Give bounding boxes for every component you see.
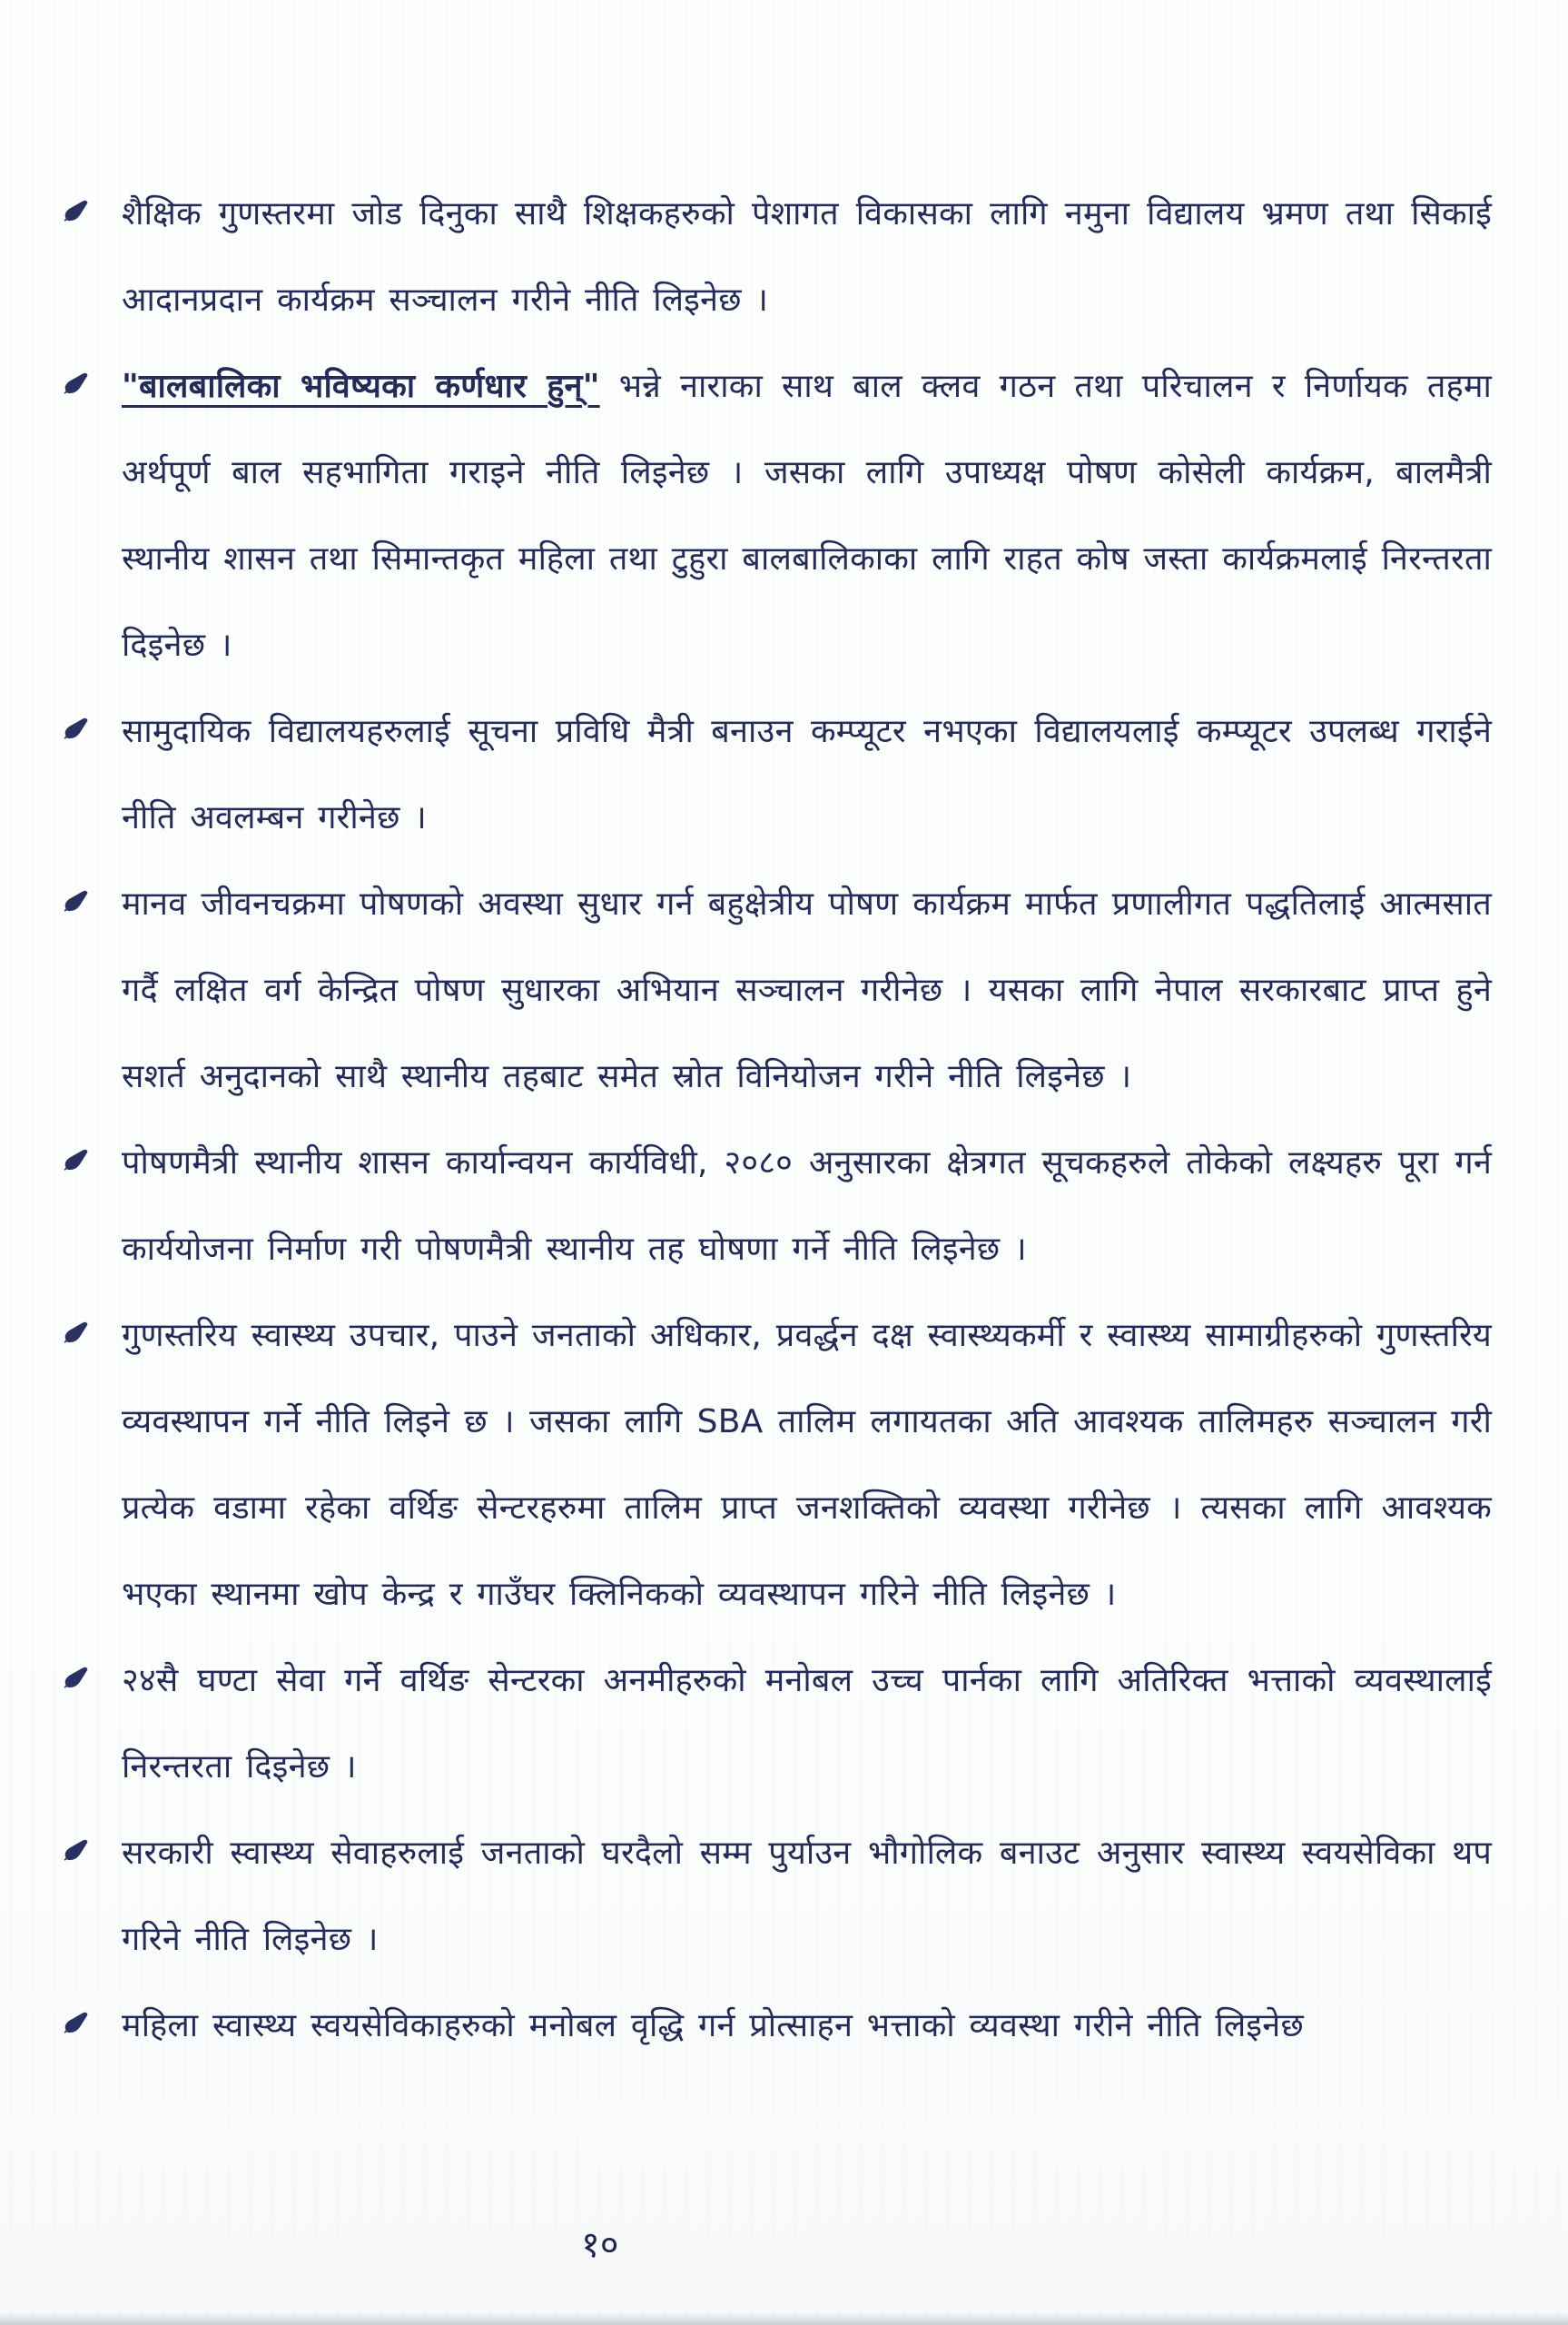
policy-item: [53, 861, 1492, 1120]
pen-nib-bullet-icon: [53, 343, 122, 398]
pen-nib-bullet-icon: [53, 1810, 122, 1865]
pen-nib-bullet-icon: [53, 1637, 122, 1692]
pen-nib-bullet-icon: [53, 171, 122, 225]
pen-nib-bullet-icon: [53, 861, 122, 915]
policy-item: [53, 1292, 1492, 1637]
policy-item: [53, 171, 1492, 343]
policy-item-text: शैक्षिक गुणस्तरमा जोड दिनुका साथै शिक्षकहरुको पेशागत विकासका लागि नमुना विद्यालय भ्रमण तथा सिकाई आदानप्रदान कार्यक्रम सञ्चालन गरीने नीति लिइनेछ ।: [122, 195, 1492, 319]
policy-item-text: मानव जीवनचक्रमा पोषणको अवस्था सुधार गर्न बहुक्षेत्रीय पोषण कार्यक्रम मार्फत प्रणालीगत पद्धतिलाई आत्मसात गर्दै लक्षित वर्ग केन्द्रित पोषण सुधारका अभियान सञ्चालन गरीनेछ । यसका लागि नेपाल सरकारबाट प्राप्त हुने सशर्त अनुदानको साथै स्थानीय तहबाट समेत स्रोत विनियोजन गरीने नीति लिइनेछ ।: [122, 885, 1492, 1095]
policy-item: [53, 1120, 1492, 1292]
underlined-slogan: "बालबालिका भविष्यका कर्णधार हुन्": [122, 368, 600, 405]
pen-nib-bullet-icon: [53, 1983, 122, 2037]
pen-nib-bullet-icon: [53, 1292, 122, 1347]
page-number: १०: [581, 2224, 619, 2266]
policy-item-text: पोषणमैत्री स्थानीय शासन कार्यान्वयन कार्यविधी, २०८० अनुसारका क्षेत्रगत सूचकहरुले तोकेको लक्ष्यहरु पूरा गर्न कार्ययोजना निर्माण गरी पोषणमैत्री स्थानीय तह घोषणा गर्ने नीति लिइनेछ ।: [122, 1144, 1492, 1268]
policy-item-text: "बालबालिका भविष्यका कर्णधार हुन्" भन्ने नाराका साथ बाल क्लव गठन तथा परिचालन र निर्णायक तहमा अर्थपूर्ण बाल सहभागिता गराइने नीति लिइनेछ । जसका लागि उपाध्यक्ष पोषण कोसेली कार्यक्रम, बालमैत्री स्थानीय शासन तथा सिमान्तकृत महिला तथा टुहुरा बालबालिकाका लागि राहत कोष जस्ता कार्यक्रमलाई निरन्तरता दिइनेछ ।: [122, 368, 1492, 664]
scan-bottom-edge: [0, 2312, 1568, 2325]
pen-nib-bullet-icon: [53, 688, 122, 743]
policy-item: [53, 343, 1492, 688]
policy-item: [53, 688, 1492, 861]
policy-item: [53, 1810, 1492, 1983]
policy-item-text: महिला स्वास्थ्य स्वयसेविकाहरुको मनोबल वृद्धि गर्न प्रोत्साहन भत्ताको व्यवस्था गरीने नीति लिइनेछ: [122, 2007, 1304, 2044]
policy-item-text: २४सै घण्टा सेवा गर्ने वर्थिङ सेन्टरका अनमीहरुको मनोबल उच्च पार्नका लागि अतिरिक्त भत्ताको व्यवस्थालाई निरन्तरता दिइनेछ ।: [122, 1662, 1492, 1786]
policy-item-text: गुणस्तरिय स्वास्थ्य उपचार, पाउने जनताको अधिकार, प्रवर्द्धन दक्ष स्वास्थ्यकर्मी र स्वास्थ्य सामाग्रीहरुको गुणस्तरिय व्यवस्थापन गर्ने नीति लिइने छ । जसका लागि SBA तालिम लगायतका अति आवश्यक तालिमहरु सञ्चालन गरी प्रत्येक वडामा रहेका वर्थिङ सेन्टरहरुमा तालिम प्राप्त जनशक्तिको व्यवस्था गरीनेछ । त्यसका लागि आवश्यक भएका स्थानमा खोप केन्द्र र गाउँघर क्लिनिकको व्यवस्थापन गरिने नीति लिइनेछ ।: [122, 1317, 1492, 1613]
policy-item-text: सामुदायिक विद्यालयहरुलाई सूचना प्रविधि मैत्री बनाउन कम्प्यूटर नभएका विद्यालयलाई कम्प्यूटर उपलब्ध गराईने नीति अवलम्बन गरीनेछ ।: [122, 713, 1492, 836]
pen-nib-bullet-icon: [53, 1120, 122, 1174]
policy-item: [53, 1983, 1492, 2069]
policy-item: [53, 1637, 1492, 1810]
policy-list: [53, 171, 1492, 2069]
policy-item-text: सरकारी स्वास्थ्य सेवाहरुलाई जनताको घरदैलो सम्म पुर्याउन भौगोलिक बनाउट अनुसार स्वास्थ्य स्वयसेविका थप गरिने नीति लिइनेछ ।: [122, 1835, 1492, 1958]
